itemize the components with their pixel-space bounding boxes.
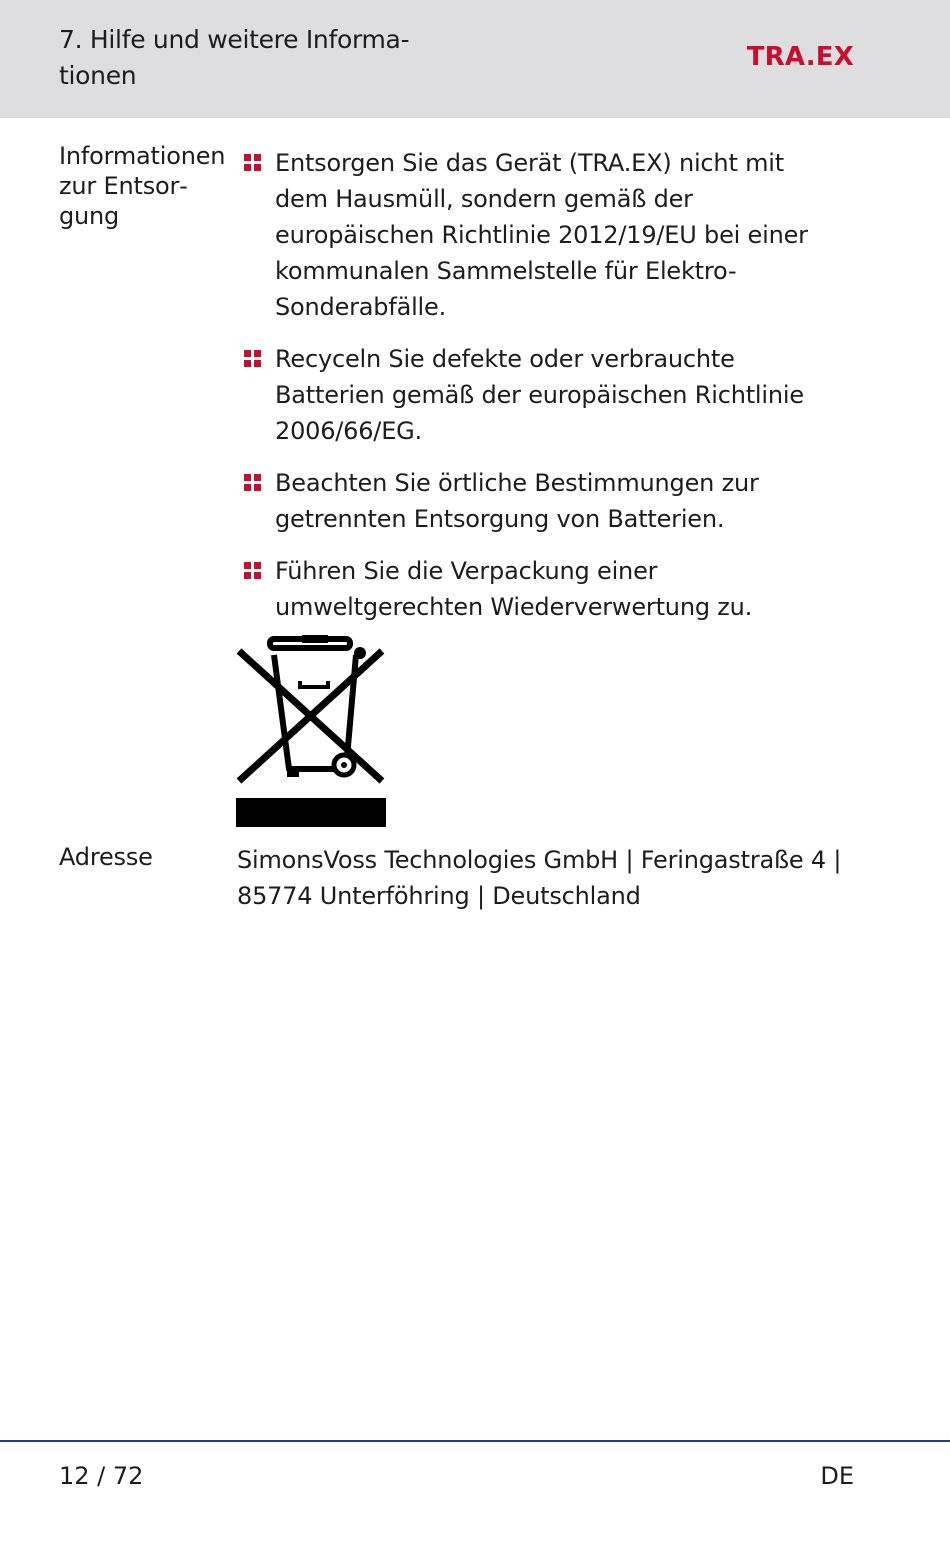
list-item — [242, 341, 842, 449]
bullet-squares-icon — [244, 474, 261, 491]
list-item-text: Beachten Sie örtliche Bestimmungen zur getrennten Entsorgung von Batterien. — [275, 469, 759, 533]
bullet-squares-icon — [244, 350, 261, 367]
list-item-text: Recyceln Sie defekte oder verbrauchte Batterien gemäß der europäischen Richtlinie 2006/66/EG. — [275, 345, 804, 445]
page-header — [0, 0, 950, 118]
bullet-squares-icon — [244, 154, 261, 171]
bullet-squares-icon — [244, 562, 261, 579]
address-label: Adresse — [59, 843, 153, 871]
list-item — [242, 553, 842, 625]
address-value: SimonsVoss Technologies GmbH | Feringastraße 4 | 85774 Unterföhring | Deutschland — [237, 846, 842, 910]
page-number: 12 / 72 — [59, 1462, 144, 1490]
list-item — [242, 465, 842, 537]
crossed-out-wheelie-bin-icon — [236, 635, 386, 827]
list-item — [242, 145, 842, 325]
disposal-list — [242, 145, 842, 641]
language-code: DE — [820, 1462, 854, 1490]
brand-logo-text: TRA.EX — [746, 42, 854, 72]
list-item-text: Führen Sie die Verpackung einer umweltgerechten Wiederverwertung zu. — [275, 557, 753, 621]
footer-divider — [0, 1440, 950, 1442]
section-title: 7. Hilfe und weitere Informationen — [59, 25, 410, 90]
disposal-label: Informationen zur Entsorgung — [59, 142, 226, 230]
list-item-text: Entsorgen Sie das Gerät (TRA.EX) nicht mit dem Hausmüll, sondern gemäß der europäischen Richtlinie 2012/19/EU bei einer kommunalen Sammelstelle für Elektro-Sonderabfälle. — [275, 149, 808, 321]
